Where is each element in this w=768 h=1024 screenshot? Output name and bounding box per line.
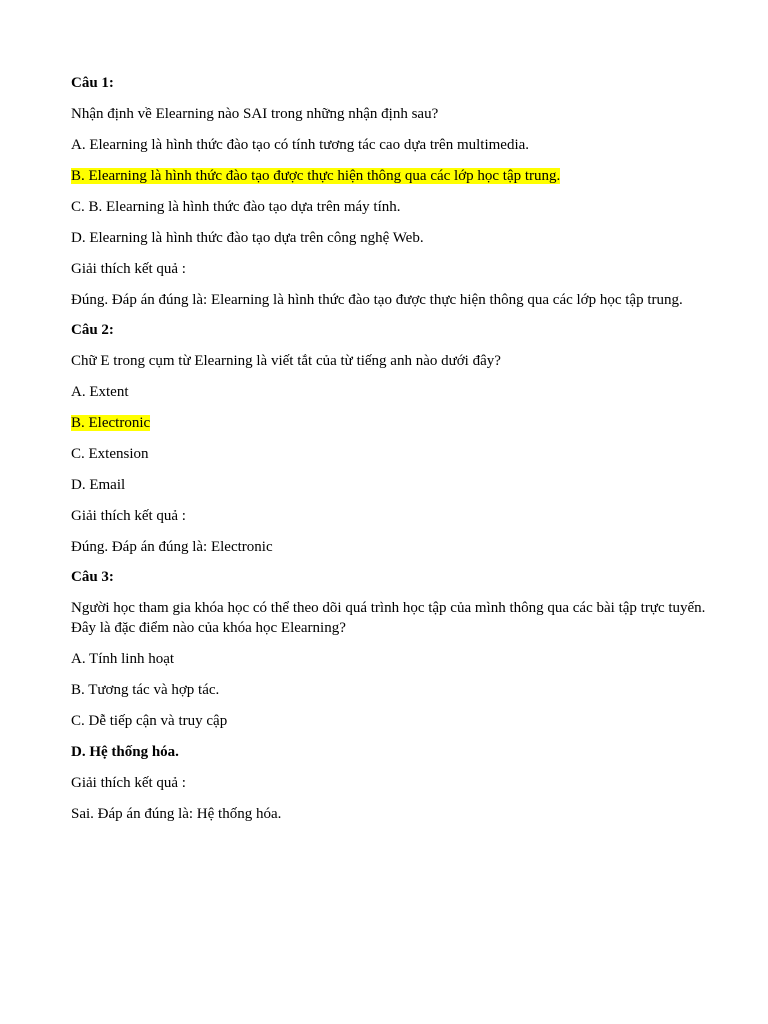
question-3-title: Câu 3: bbox=[71, 569, 114, 585]
option-text: A. Elearning là hình thức đào tạo có tính tương tác cao dựa trên multimedia. bbox=[71, 137, 530, 153]
question-2-prompt: Chữ E trong cụm từ Elearning là viết tắt của từ tiếng anh nào dưới đây? bbox=[71, 353, 501, 369]
option-text: B. Electronic bbox=[71, 415, 151, 431]
question-2 bbox=[71, 320, 708, 557]
question-3-explanation-label: Giải thích kết quả : bbox=[71, 775, 186, 791]
question-3-option-b bbox=[71, 680, 708, 700]
question-3-option-d-bold bbox=[71, 742, 708, 762]
question-2-result: Đúng. Đáp án đúng là: Electronic bbox=[71, 539, 273, 555]
question-2-explanation-label: Giải thích kết quả : bbox=[71, 508, 186, 524]
question-2-option-a bbox=[71, 382, 708, 402]
question-1-explanation-label: Giải thích kết quả : bbox=[71, 261, 186, 277]
question-2-title: Câu 2: bbox=[71, 322, 114, 338]
question-3-option-a bbox=[71, 649, 708, 669]
question-1-option-c bbox=[71, 197, 708, 217]
question-3-prompt: Người học tham gia khóa học có thể theo dõi quá trình học tập của mình thông qua các bài tập trực tuyến. Đây là đặc điểm nào của khóa học Elearning? bbox=[71, 600, 706, 636]
option-text: D. Email bbox=[71, 477, 126, 493]
question-1-option-d bbox=[71, 228, 708, 248]
question-1-option-b-highlighted bbox=[71, 166, 708, 186]
option-text: D. Elearning là hình thức đào tạo dựa trên công nghệ Web. bbox=[71, 230, 424, 246]
question-1-result: Đúng. Đáp án đúng là: Elearning là hình thức đào tạo được thực hiện thông qua các lớp học tập trung. bbox=[71, 292, 683, 308]
question-1-prompt: Nhận định về Elearning nào SAI trong những nhận định sau? bbox=[71, 106, 439, 122]
question-2-option-b-highlighted bbox=[71, 413, 708, 433]
question-1-option-a bbox=[71, 135, 708, 155]
option-text: B. Elearning là hình thức đào tạo được thực hiện thông qua các lớp học tập trung. bbox=[71, 168, 561, 184]
option-text: D. Hệ thống hóa. bbox=[71, 744, 179, 760]
option-text: A. Tính linh hoạt bbox=[71, 651, 175, 667]
option-text: C. Extension bbox=[71, 446, 149, 462]
question-2-option-c bbox=[71, 444, 708, 464]
option-text: A. Extent bbox=[71, 384, 129, 400]
option-text: C. B. Elearning là hình thức đào tạo dựa trên máy tính. bbox=[71, 199, 401, 215]
question-1 bbox=[71, 73, 708, 310]
option-text: C. Dễ tiếp cận và truy cập bbox=[71, 713, 228, 729]
option-text: B. Tương tác và hợp tác. bbox=[71, 682, 220, 698]
question-3-option-c bbox=[71, 711, 708, 731]
question-3-result: Sai. Đáp án đúng là: Hệ thống hóa. bbox=[71, 806, 282, 822]
question-3 bbox=[71, 567, 708, 824]
question-2-option-d bbox=[71, 475, 708, 495]
question-1-title: Câu 1: bbox=[71, 75, 114, 91]
